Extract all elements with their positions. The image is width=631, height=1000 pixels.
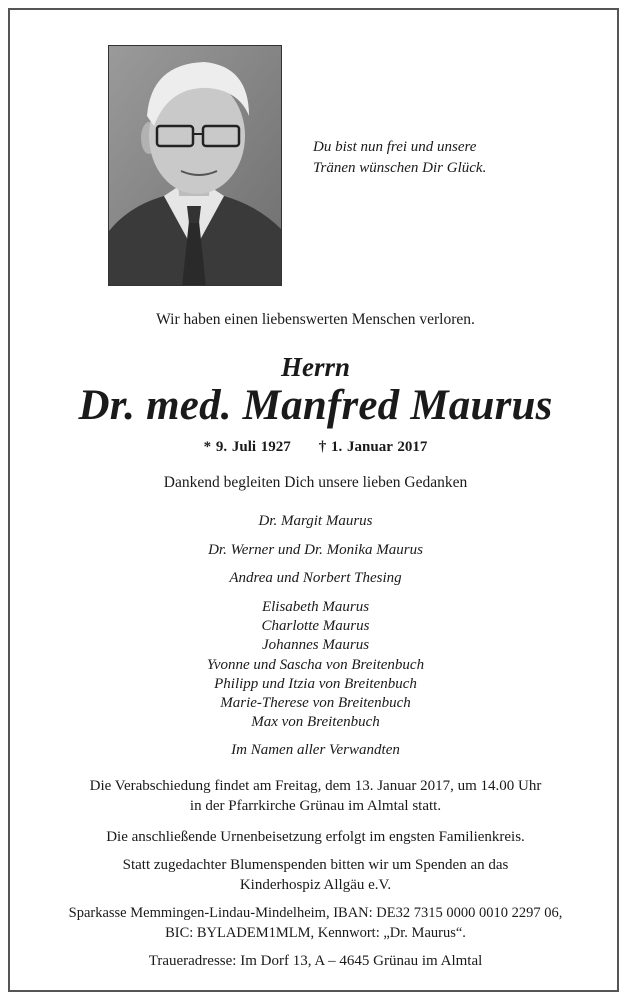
quote-line: Du bist nun frei und unsere bbox=[313, 139, 477, 155]
death-date: † 1. Januar 2017 bbox=[318, 439, 428, 455]
family-line: Dr. Werner und Dr. Monika Maurus bbox=[208, 542, 423, 558]
bank-info bbox=[0, 904, 631, 943]
life-dates bbox=[0, 439, 631, 456]
family-member: Yvonne und Sascha von Breitenbuch bbox=[206, 656, 425, 673]
salutation: Herrn bbox=[280, 352, 351, 382]
family-member: Elisabeth Maurus bbox=[261, 599, 370, 615]
quote-line: Tränen wünschen Dir Glück. bbox=[313, 160, 487, 176]
family-closing: Im Namen aller Verwandten bbox=[231, 742, 400, 758]
mourning-address: Traueradresse: Im Dorf 13, A – 4645 Grünau im Almtal bbox=[148, 953, 483, 969]
donation-line: Kinderhospiz Allgäu e.V. bbox=[239, 876, 392, 893]
birth-date: * 9. Juli 1927 bbox=[203, 439, 291, 455]
family-line: Dr. Margit Maurus bbox=[258, 513, 373, 529]
urn-info: Die anschließende Urnenbeisetzung erfolgt im engsten Familienkreis. bbox=[106, 829, 525, 845]
ceremony-info bbox=[0, 777, 631, 816]
portrait-photo bbox=[108, 45, 282, 286]
ceremony-line: Die Verabschiedung findet am Freitag, dem 13. Januar 2017, um 14.00 Uhr bbox=[89, 778, 542, 794]
family-line: Andrea und Norbert Thesing bbox=[229, 570, 402, 586]
donation-info bbox=[0, 856, 631, 895]
bank-line: Sparkasse Memmingen-Lindau-Mindelheim, IBAN: DE32 7315 0000 0010 2297 06, bbox=[68, 905, 563, 921]
bank-line: BIC: BYLADEM1MLM, Kennwort: „Dr. Maurus“. bbox=[165, 924, 466, 941]
family-member: Charlotte Maurus bbox=[261, 618, 370, 635]
family-member: Philipp und Itzia von Breitenbuch bbox=[214, 675, 417, 692]
memorial-quote bbox=[313, 137, 573, 179]
thanks-text: Dankend begleiten Dich unsere lieben Gedanken bbox=[163, 474, 468, 491]
ceremony-line: in der Pfarrkirche Grünau im Almtal statt. bbox=[189, 797, 442, 814]
family-member: Johannes Maurus bbox=[261, 637, 370, 654]
donation-line: Statt zugedachter Blumenspenden bitten wir um Spenden an das bbox=[122, 857, 509, 873]
family-group bbox=[0, 598, 631, 732]
intro-text: Wir haben einen liebenswerten Menschen verloren. bbox=[156, 311, 475, 328]
family-member: Marie-Therese von Breitenbuch bbox=[220, 695, 411, 712]
deceased-name: Dr. med. Manfred Maurus bbox=[78, 382, 553, 429]
family-member: Max von Breitenbuch bbox=[251, 714, 380, 731]
